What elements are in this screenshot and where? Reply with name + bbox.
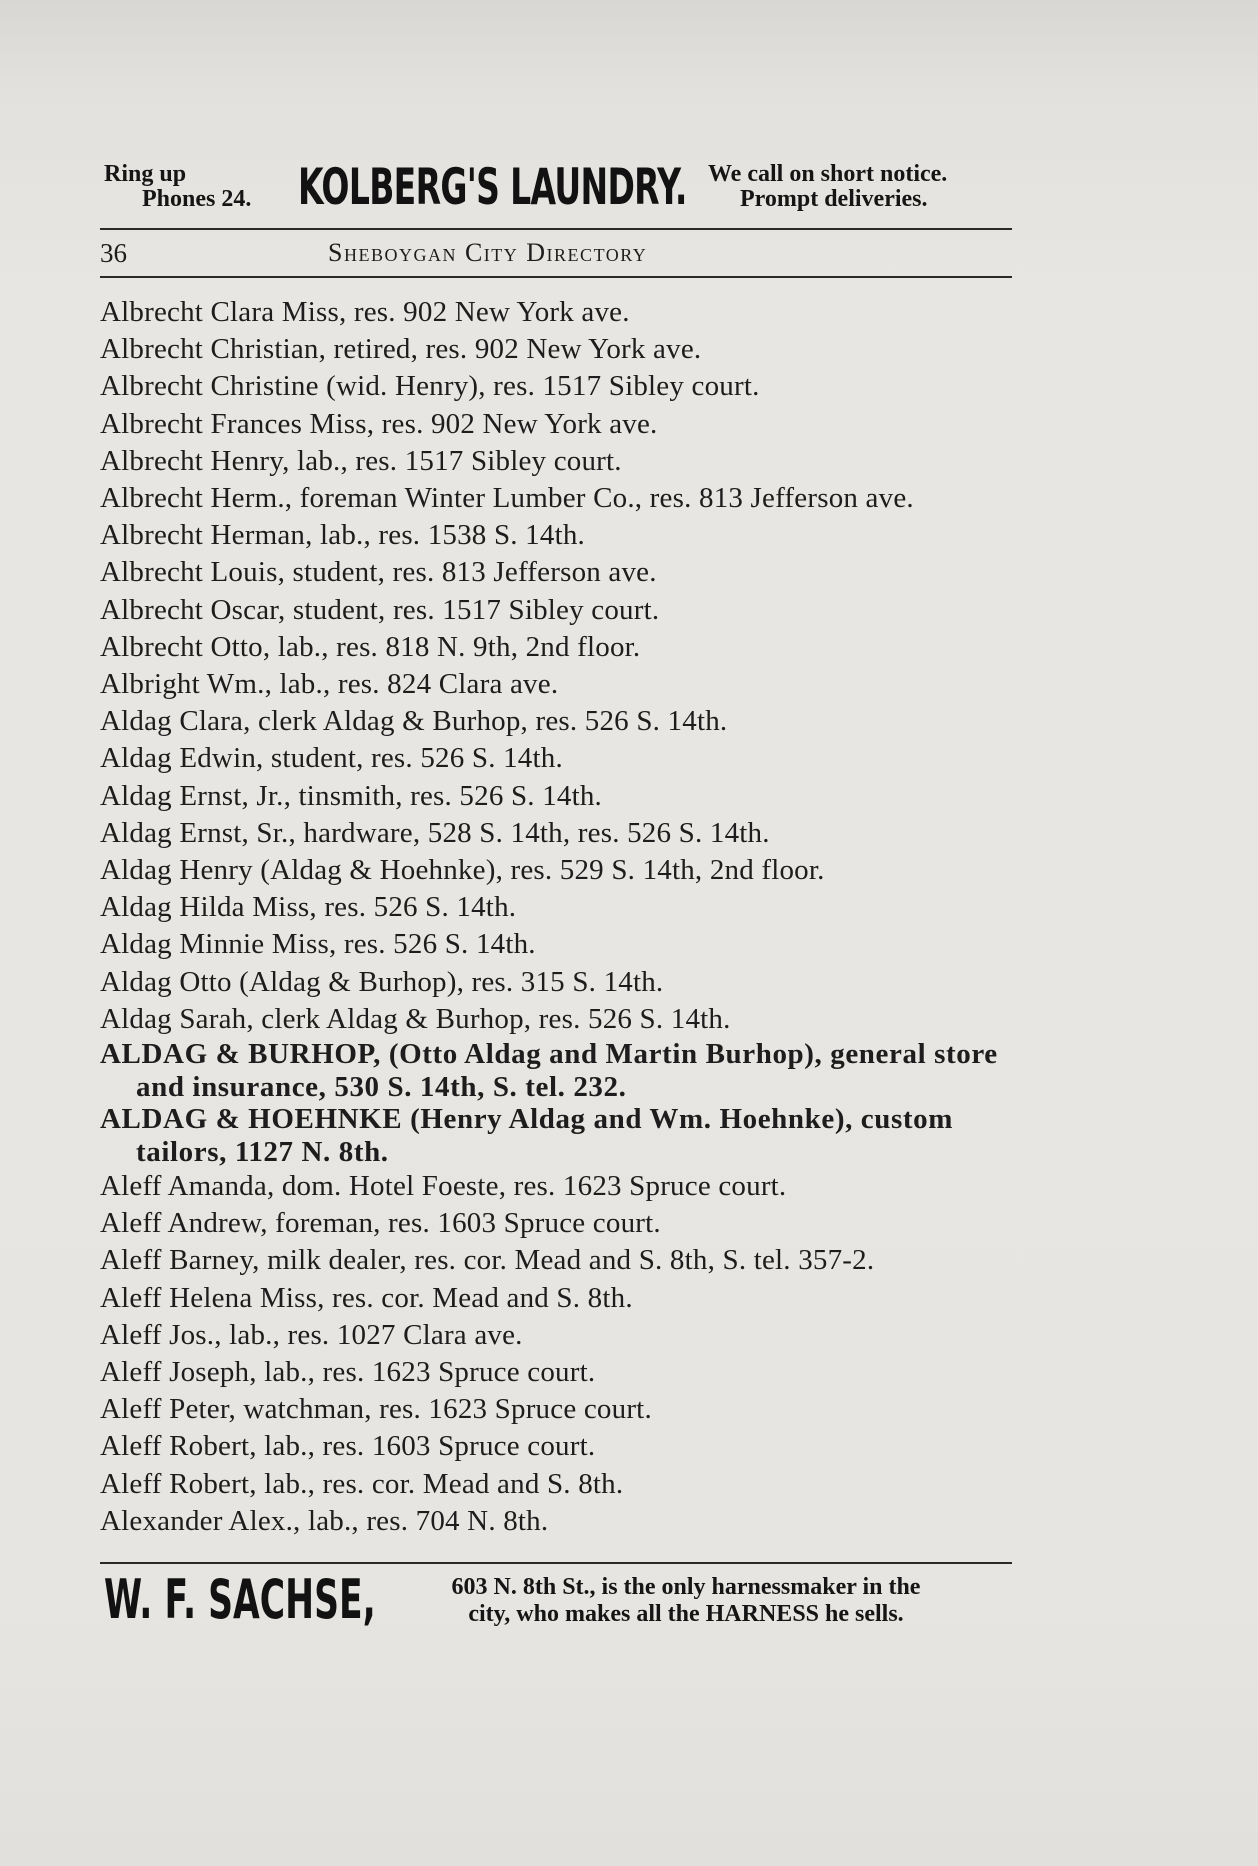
directory-entry: Aleff Peter, watchman, res. 1623 Spruce court. bbox=[100, 1393, 652, 1426]
directory-entry: Aleff Jos., lab., res. 1027 Clara ave. bbox=[100, 1318, 523, 1351]
directory-entry: Albrecht Christine (wid. Henry), res. 1517 Sibley court. bbox=[100, 370, 760, 403]
directory-entry: Aldag Edwin, student, res. 526 S. 14th. bbox=[100, 742, 563, 775]
directory-entry: Albright Wm., lab., res. 824 Clara ave. bbox=[100, 668, 559, 701]
header-ad-right-line2: Prompt deliveries. bbox=[740, 186, 928, 212]
directory-entry: Albrecht Louis, student, res. 813 Jefferson ave. bbox=[100, 556, 657, 589]
directory-entry: Albrecht Clara Miss, res. 902 New York ave. bbox=[100, 296, 630, 328]
page-content bbox=[100, 158, 1012, 1644]
directory-entry: Aleff Helena Miss, res. cor. Mead and S. 8th. bbox=[100, 1281, 633, 1314]
directory-entry: Alexander Alex., lab., res. 704 N. 8th. bbox=[100, 1504, 549, 1537]
page-title: Sheboygan City Directory bbox=[328, 238, 648, 267]
business-listing: ALDAG & BURHOP, (Otto Aldag and Martin Burhop), general store and insurance, 530 S. 14th, S. tel. 232. bbox=[100, 1038, 998, 1103]
directory-entries bbox=[100, 294, 1012, 1540]
directory-entry: Albrecht Christian, retired, res. 902 New York ave. bbox=[100, 333, 702, 366]
running-head-rule bbox=[100, 276, 1012, 278]
footer-ad-line2: city, who makes all the HARNESS he sells. bbox=[468, 1601, 904, 1628]
directory-entry: Albrecht Herm., foreman Winter Lumber Co., res. 813 Jefferson ave. bbox=[100, 482, 914, 515]
header-ad-right bbox=[708, 162, 947, 212]
header-advertisement bbox=[100, 158, 1012, 228]
directory-entry: Aldag Clara, clerk Aldag & Burhop, res. 526 S. 14th. bbox=[100, 705, 728, 738]
directory-entry: Aleff Joseph, lab., res. 1623 Spruce court. bbox=[100, 1356, 596, 1389]
directory-entry: Albrecht Frances Miss, res. 902 New York ave. bbox=[100, 407, 658, 440]
directory-entry: Aleff Amanda, dom. Hotel Foeste, res. 1623 Spruce court. bbox=[100, 1170, 787, 1203]
footer-advertisement bbox=[100, 1564, 1012, 1644]
directory-entry: Albrecht Oscar, student, res. 1517 Sibley court. bbox=[100, 593, 660, 626]
page-number: 36 bbox=[100, 238, 127, 268]
directory-entry: Aldag Otto (Aldag & Burhop), res. 315 S. 14th. bbox=[100, 965, 664, 998]
directory-entry: Albrecht Otto, lab., res. 818 N. 9th, 2nd floor. bbox=[100, 630, 641, 663]
header-ad-right-line1: We call on short notice. bbox=[708, 161, 948, 187]
directory-entry: Aleff Andrew, foreman, res. 1603 Spruce court. bbox=[100, 1207, 661, 1240]
header-ad-left bbox=[104, 162, 251, 212]
directory-entry: Aldag Henry (Aldag & Hoehnke), res. 529 S. 14th, 2nd floor. bbox=[100, 854, 825, 887]
directory-entry: Aldag Ernst, Jr., tinsmith, res. 526 S. 14th. bbox=[100, 779, 602, 812]
directory-entry: Aleff Robert, lab., res. cor. Mead and S. 8th. bbox=[100, 1467, 624, 1500]
directory-entry: Aldag Hilda Miss, res. 526 S. 14th. bbox=[100, 891, 517, 924]
directory-entry: Albrecht Herman, lab., res. 1538 S. 14th. bbox=[100, 519, 585, 552]
footer-ad-business-name: W. F. SACHSE, bbox=[104, 1568, 376, 1632]
business-listing: ALDAG & HOEHNKE (Henry Aldag and Wm. Hoehnke), custom tailors, 1127 N. 8th. bbox=[100, 1103, 953, 1168]
directory-entry: Aldag Sarah, clerk Aldag & Burhop, res. 526 S. 14th. bbox=[100, 1002, 731, 1035]
header-ad-left-line1: Ring up bbox=[104, 161, 187, 187]
running-head bbox=[100, 230, 1012, 276]
directory-entry: Albrecht Henry, lab., res. 1517 Sibley court. bbox=[100, 444, 622, 477]
directory-entry: Aleff Robert, lab., res. 1603 Spruce court. bbox=[100, 1430, 596, 1463]
directory-entry: Aldag Ernst, Sr., hardware, 528 S. 14th, res. 526 S. 14th. bbox=[100, 816, 770, 849]
header-ad-business-name: KOLBERG'S LAUNDRY. bbox=[298, 158, 687, 216]
directory-entry: Aleff Barney, milk dealer, res. cor. Mead and S. 8th, S. tel. 357-2. bbox=[100, 1244, 875, 1277]
header-ad-left-line2: Phones 24. bbox=[142, 186, 252, 212]
directory-entry: Aldag Minnie Miss, res. 526 S. 14th. bbox=[100, 928, 536, 961]
footer-ad-line1: 603 N. 8th St., is the only harnessmaker in the bbox=[451, 1574, 921, 1601]
footer-ad-text bbox=[356, 1574, 1016, 1628]
